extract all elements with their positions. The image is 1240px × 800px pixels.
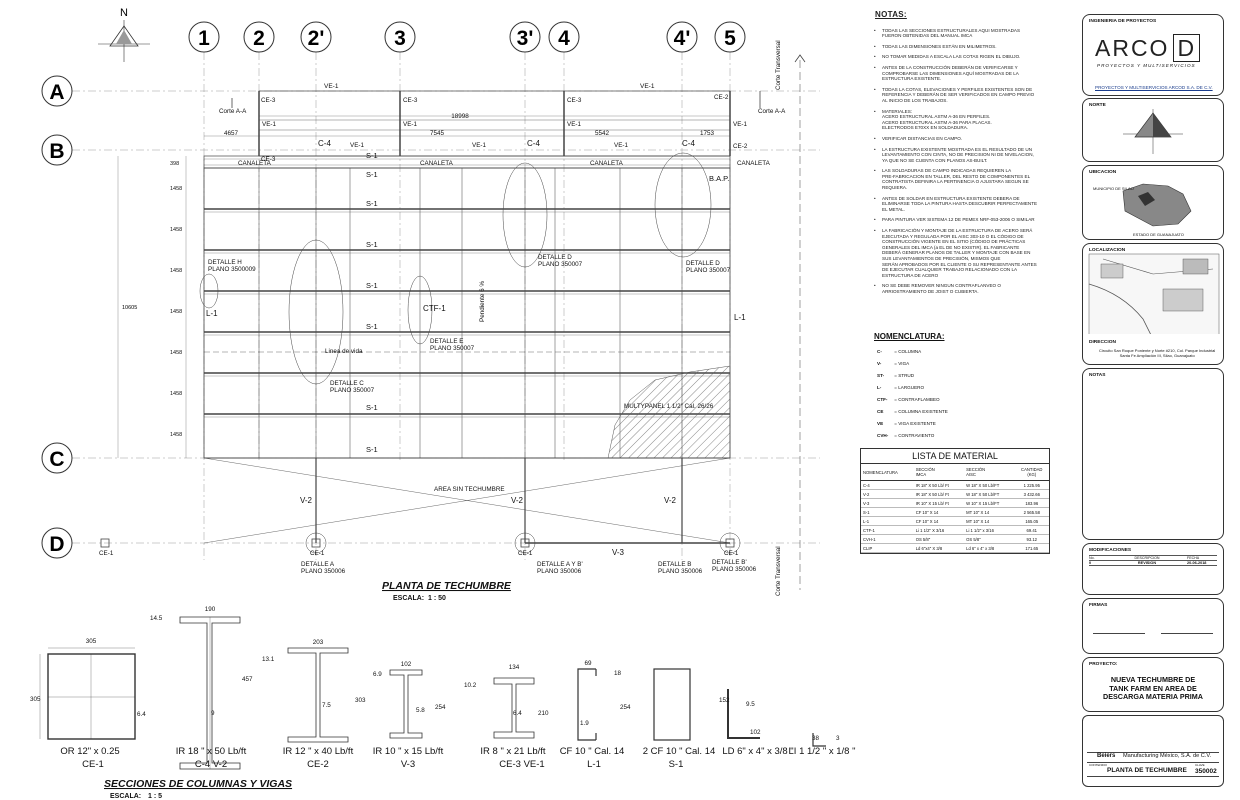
section-dim: 254 [620,704,631,711]
column-label: CE-3 [261,156,276,163]
material-cell: CVH-1 [861,535,914,544]
section-dim: 38 [812,735,820,742]
strut-label: S-1 [366,281,378,290]
dimension: 1458 [170,350,183,356]
strut-label: S-1 [366,445,378,454]
note-item: • LAS SOLDADURAS DE CAMPO INDICADAS REQUIEREN LA PRE-FABRICACION EN TALLER, DEL RESTO DE COMPONENTES EL CONTRATISTA DEFINIRA LA PERTINENCIA O AJUSTARA SEGUN SE REQUIERA. [872,168,1054,190]
axis-label: A [49,81,65,104]
content-value: PLANTA DE TECHUMBRE [1107,767,1187,774]
material-row [861,490,1049,499]
section-dim: 3 [836,735,840,742]
detail-label: DETALLE D [538,254,572,261]
note-item: • NO TOMAR MEDIDAS A ESCALA LAS COTAS RIGEN EL DIBUJO. [872,54,1054,60]
municipality-label: MUNICIPIO DE SILAO [1093,186,1134,191]
plan-labels [99,40,786,602]
nomenclature-desc: = CONTRAFLAMBEO [894,397,940,402]
material-cell: CF 10" X 14 [914,508,964,517]
note-item: • ANTES DE SOLDAR EN ESTRUCTURA EXISTENTE DEBERA DE ELIMINARSE TODA LA PINTURA HASTA DESCUBRIR PERFECTAMENTE EL METAL. [872,196,1054,213]
horizontal-axes [42,76,820,558]
column-label: C-4 [318,139,331,148]
section-name: LI 1 1/2 " x 1/8 " [788,746,856,757]
strut-label: S-1 [366,322,378,331]
material-cell: W 18" X 50 Lb/FT [964,490,1014,499]
material-cell: IR 18" X 50 Lb/ Ft [914,481,964,490]
section-name: IR 10 " x 15 Lb/ft [372,746,444,757]
project-label: PROYECTO: [1089,662,1118,667]
state-map-icon [1083,166,1223,236]
modifications-cell: 0 [1089,561,1092,565]
material-cell: CTF-1 [861,526,914,535]
dimension: 18998 [451,113,469,120]
counterflange-label: CTF-1 [423,304,446,313]
note-item: • LA ESTRUCTURA EXISTENTE MOSTRADA ES EL RESULTADO DE UN LEVANTAMIENTO CON CINTA, NO DE PRECISION NI DE NIVELACION, YA QUE NO SE CUENTA CON PLANOS AS-BUILT. [872,147,1054,164]
notes-panel [872,12,1054,300]
section-dim: 14.5 [150,615,163,622]
section-dim: 102 [750,729,761,736]
section-name: IR 18 " x 50 Lb/ft [175,746,247,757]
nomenclature-desc: = COLUMNA EXISTENTE [894,409,948,414]
material-cell: 183.96 [1015,499,1050,508]
nomenclature-code: C- [877,349,882,354]
nomenclature-row [877,397,1044,402]
axis-label: 2' [307,27,325,50]
modifications-label: MODIFICACIONES [1089,548,1132,553]
section-dim: 1.9 [580,720,589,727]
material-cell: S-1 [861,508,914,517]
axis-label: 5 [724,27,736,50]
column-label: CE-1 [724,550,739,557]
dimension: 4657 [224,130,239,137]
column-label: CE-2 [733,143,748,150]
titleblock-modifications [1082,543,1224,595]
detail-label: PLANO 350006 [301,568,346,575]
section-dim: 210 [538,710,549,717]
axis-label: 3' [516,27,534,50]
purlin-label: L-1 [206,309,218,318]
column-label: CE-3 [567,97,582,104]
section-dim: 18 [614,670,622,677]
section-tag: S-1 [668,759,684,770]
notes-title: NOTAS: [875,10,907,19]
detail-label: PLANO 350006 [537,568,582,575]
nomenclature-code: CVH- [877,433,889,438]
nomenclature-row [877,373,1044,378]
section-dim: 9.5 [746,701,755,708]
beam-label: VE-1 [350,142,364,149]
gutter-label: CANALETA [420,160,453,167]
note-item: • LA FABRICACIÓN Y MONTAJE DE LA ESTRUCTURA DE ACERO SERÁ EJECUTADA Y REGULADA POR EL AISC 303-10 O EL CÓDIGO DE CONSTRUCCIÓN VIGENTE EN EL SITIO (CÓDIGO DE PRÁCTICAS GENERALES DEL IMCA (a EL DE NO EXISTIR). EL FABRICANTE DEBERÁ GENERAR PLANOS DE TALLER Y MONTAJE CON BASE EN SUS LEVANTAMIENTOS DE PRECISIÓN, MISMOS QUE SERÁN APROBADOS POR EL CLIENTE O SU REPRESENTANTE ANTES DE EJECUTAR CUALQUIER TRABAJO RELACIONADO CON LA ESTRUCTURA DE ACERO [872,228,1054,278]
site-map-icon [1083,244,1223,334]
north-arrow [98,7,150,62]
section-dim: 305 [30,696,41,703]
plan-scale-label: ESCALA: [393,595,425,602]
modifications-header: FECHA [1187,556,1200,560]
section-dim: 152 [719,697,730,704]
nomenclature-row [877,361,1044,366]
detail-label: DETALLE B [658,561,692,568]
nomenclature-row [877,409,1044,414]
material-cell: C-4 [861,481,914,490]
material-cell: V-2 [861,490,914,499]
beam-label: VE-1 [403,121,417,128]
dimension: 1458 [170,391,183,397]
notes-box-label: NOTAS [1089,373,1106,378]
detail-label: PLANO 350006 [658,568,703,575]
material-cell: 171.65 [1015,544,1050,553]
material-cell: IR 10" X 15 Lb/ Ft [914,499,964,508]
detail-label: PLANO 3500009 [208,266,256,273]
section-dim: 6.9 [373,671,382,678]
nomenclature-row [877,433,1044,438]
axis-label: B [49,140,65,163]
dimension: 398 [170,161,180,167]
section-name: CF 10 " Cal. 14 [559,746,625,757]
sections-scale: 1 : 5 [148,793,163,800]
section-dim: 303 [355,697,366,704]
column-label: CE-2 [714,94,729,101]
nomenclature-desc: = LARGUERO [894,385,925,390]
section-dim: 9 [211,710,215,717]
section-dim: 305 [85,638,97,645]
section-dim: 134 [508,664,520,671]
logo [1095,35,1200,62]
axis-label: 3 [394,27,406,50]
notes-list [872,28,1054,295]
material-cell: 3 432.66 [1015,490,1050,499]
material-cell: 2 565.58 [1015,508,1050,517]
area-label: AREA SIN TECHUMBRE [434,486,505,493]
material-cell: IR 18" X 50 Lb/ Ft [914,490,964,499]
strut-label: S-1 [366,240,378,249]
modifications-cell: 20-06-2018 [1187,561,1207,565]
section-cut-label: Corte Transversal [775,546,782,596]
signature-line [1161,633,1213,634]
sections-title: SECCIONES DE COLUMNAS Y VIGAS [104,778,293,790]
titleblock-north [1082,98,1224,162]
titleblock-location [1082,165,1224,240]
section-dim: 6.4 [137,711,146,718]
material-cell: Ld 6" x 4" x 3/8 [964,544,1014,553]
north-box-label: NORTE [1089,103,1106,108]
section-dim: 254 [435,704,446,711]
nomenclature-code: CE [877,409,884,414]
gutter-label: CANALETA [737,160,770,167]
plan-title: PLANTA DE TECHUMBRE [382,580,511,592]
beam-label: VE-1 [640,83,655,90]
material-list [860,448,1050,554]
nomenclature-code: VE [877,421,884,426]
material-cell: Li 1 1/2" X 3/16 [914,526,964,535]
beam-label: VE-1 [614,142,628,149]
sections-scale-label: ESCALA: [110,793,142,800]
section-name: 2 CF 10 " Cal. 14 [642,746,716,757]
nomenclature-code: V- [877,361,882,366]
north-label: N [120,7,128,19]
material-row [861,544,1049,553]
note-item: • PARA PINTURA VER SISTEMA 12 DE PEMEX NRF-053-2006 O SIMILAR [872,217,1054,223]
column-label: C-4 [527,139,540,148]
slope-label: Pendiente 6 % [479,281,486,322]
beam-label: VE-1 [262,121,276,128]
axis-label: 2 [253,27,265,50]
section-dim: 5.8 [416,707,425,714]
plan-scale: 1 : 50 [428,595,446,602]
material-header: CANTIDAD (KG) [1015,464,1050,481]
column-label: CE-3 [403,97,418,104]
beam-label: VE-1 [567,121,581,128]
strut-label: S-1 [366,170,378,179]
panel-label: MULTYPANEL 1 1/2" Cal. 26/26 [624,403,714,410]
material-cell: W 18" X 50 Lb/FT [964,481,1014,490]
section-dim: 6.4 [513,710,522,717]
material-header: NOMENCLATURA [861,464,914,481]
dimension: 7545 [430,130,445,137]
titleblock-project [1082,657,1224,712]
material-cell: CLIP [861,544,914,553]
detail-label: PLANO 350007 [430,345,475,352]
note-item: • TODAS LA COTAS, ELEVACIONES Y PERFILES EXISTENTES SON DE REFERENCIA Y DEBERÁN DE SER VERIFICADOS EN CAMPO PREVIO AL INICIO DE LOS TRABAJOS. [872,87,1054,104]
section-tag: V-3 [400,759,416,770]
note-item: • TODAS LAS DIMENSIONES ESTÁN EN MILIMETROS. [872,44,1054,50]
dimension: 1458 [170,268,183,274]
detail-label: PLANO 350007 [330,387,375,394]
section-tag: CE-3 VE-1 [499,759,545,770]
north-compass-icon [1083,99,1223,161]
nomenclature-code: L- [877,385,882,390]
detail-label: DETALLE D [686,260,720,267]
address-label: DIRECCION [1089,340,1116,345]
detail-label: DETALLE B' [712,559,747,566]
bap-label: B.A.P. [709,174,730,183]
section-name: IR 8 " x 21 Lb/ft [480,746,546,757]
section-tag: CE-2 [307,759,329,770]
nomenclature-panel [874,332,1044,445]
dimension: 1458 [170,227,183,233]
dimension: 1458 [170,432,183,438]
section-dim: 10.2 [464,682,477,689]
engineering-label: INGENIERIA DE PROYECTOS [1089,19,1157,24]
axis-label: C [49,448,65,471]
section-tag: C-4 V-2 [194,759,228,770]
drawing-key: 350002 [1195,768,1217,775]
modifications-header: DESCRIPCION [1134,556,1160,560]
localization-label: LOCALIZACION [1089,248,1126,253]
section-cut-label: Corte A-A [758,108,786,115]
signature-line [1093,633,1145,634]
section-dim: 102 [400,661,412,668]
client-name: Beiers [1097,753,1116,759]
material-row [861,508,1049,517]
material-row [861,535,1049,544]
detail-label: DETALLE A [301,561,335,568]
logo-text: ARCO [1095,35,1170,61]
beam-label: VE-1 [324,83,339,90]
material-cell: 1 225.95 [1015,481,1050,490]
note-item: • ANTES DE LA CONSTRUCCIÓN DEBERÁN DE VERIFICARSE Y COMPROBARSE LAS DIMENSIONES AQUÍ MOSTRADAS DE LA ESTRUCTURA EXISTENTE. [872,65,1054,82]
material-cell: CF 10" X 14 [914,517,964,526]
project-name: NUEVA TECHUMBRE DE TANK FARM EN AREA DE DESCARGA MATERIA PRIMA [1103,675,1203,702]
purlin-label: L-1 [734,313,746,322]
beam-label: VE-1 [472,142,486,149]
note-item: • TODAS LAS SECCIONES ESTRUCTURALES AQUI MOSTRADAS FUERON OBTENIDAS DEL MANUAL IMCA [872,28,1054,39]
titleblock-engineering [1082,14,1224,96]
section-name: OR 12" x 0.25 [60,746,120,757]
axis-label: 4' [673,27,691,50]
nomenclature-title: NOMENCLATURA: [874,332,945,341]
signatures-label: FIRMAS [1089,603,1108,608]
beam-label: V-2 [511,496,524,505]
material-cell: Li 1 1/2" x 3/16 [964,526,1014,535]
material-cell: V-3 [861,499,914,508]
material-list-title: LISTA DE MATERIAL [861,449,1049,464]
drawing-key-label: CLAVE [1195,763,1205,767]
titleblock-localization [1082,243,1224,365]
modifications-header: No. [1089,556,1095,560]
nomenclature-row [877,385,1044,390]
modifications-row [1089,560,1217,566]
section-cut-label: Corte Transversal [775,40,782,90]
material-table [861,464,1049,553]
axis-label: D [49,533,65,556]
material-row [861,517,1049,526]
titleblock-notes [1082,368,1224,540]
nomenclature-desc: = CONTRAVIENTO [894,433,935,438]
column-label: CE-1 [518,550,533,557]
beam-label: VE-1 [733,121,747,128]
material-cell: OS 5/8" [964,535,1014,544]
material-cell: MT 10" X 14 [964,517,1014,526]
strut-label: S-1 [366,403,378,412]
material-cell: W 10" X 15 Lb/FT [964,499,1014,508]
column-label: CE-3 [261,97,276,104]
content-label: CONTENIDO [1089,763,1107,767]
detail-label: PLANO 350007 [686,267,731,274]
nomenclature-desc: = VIGA [894,361,910,366]
state-label: ESTADO DE GUANAJUATO [1133,232,1184,237]
detail-label: DETALLE H [208,259,242,266]
beam-label: V-2 [300,496,313,505]
logo-d: D [1173,34,1200,62]
detail-label: DETALLE E [430,338,464,345]
gutter-label: CANALETA [590,160,623,167]
nomenclature-desc: = VIGA EXISTENTE [894,421,936,426]
material-cell: Ld 6"x4" X 3/8 [914,544,964,553]
column-label: C-4 [682,139,695,148]
material-header: SECCIÓN IMCA [914,464,964,481]
axis-label: 1 [198,27,210,50]
dimension: 5542 [595,130,610,137]
section-name: IR 12 " x 40 Lb/ft [282,746,354,757]
lifeline-label: Linea de vida [325,348,363,355]
titleblock-drawing [1082,715,1224,787]
section-cut-label: Corte A-A [219,108,247,115]
note-item: • NO SE DEBE REMOVER NINGUN CONTRAFLANVEO O ARRIOSTRAMIENTO DE JOIST O CUBIERTA. [872,283,1054,294]
section-dim: 7.5 [322,702,331,709]
gutter-label: CANALETA [238,160,271,167]
material-cell: 69.41 [1015,526,1050,535]
dimension-total: 10605 [122,305,138,311]
column-label: CE-1 [310,550,325,557]
dimension: 1458 [170,186,183,192]
nomenclature-desc: = COLUMNA [894,349,922,354]
detail-label: PLANO 350007 [538,261,583,268]
nomenclature-code: ST- [877,373,885,378]
dimension: 1458 [170,309,183,315]
company-name: PROYECTOS Y MULTISERVICIOS ARCOD S.A. DE C.V. [1095,85,1213,90]
section-tag: CE-1 [82,759,104,770]
section-dim: 69 [584,660,592,667]
titleblock-signatures [1082,598,1224,654]
nomenclature-code: CTF- [877,397,888,402]
material-row [861,499,1049,508]
section-dim: 190 [204,606,216,613]
section-dim: 457 [242,676,253,683]
location-label: UBICACION [1089,170,1117,175]
address: Circuito San Roque Poniente y Norte #210, Col. Parque Industrial Santa Fe Ampliación III, Silao, Guanajuato [1099,348,1216,358]
modifications-cell: REVISION [1137,561,1157,565]
section-dim: 13.1 [262,656,275,663]
strut-label: S-1 [366,199,378,208]
logo-sub: PROYECTOS Y MULTISERVICIOS [1097,63,1196,68]
axis-label: 4 [558,27,570,50]
material-cell: 93.12 [1015,535,1050,544]
nomenclature-desc: = STRUD [894,373,915,378]
column-label: CE-1 [99,550,114,557]
material-cell: L-1 [861,517,914,526]
detail-label: PLANO 350006 [712,566,757,573]
material-cell: 165.05 [1015,517,1050,526]
note-item: • MATERIALES: ACERO ESTRUCTURAL ASTM A-36 EN PERFILES. ACERO ESTRUCTURAL ASTM A-36 PARA PLACAS. ELECTRODOS E70XX EN SOLDADURA. [872,109,1054,131]
material-row [861,481,1049,490]
strut-label: S-1 [366,151,378,160]
dimension: 1753 [700,130,715,137]
material-row [861,526,1049,535]
material-cell: MT 10" X 14 [964,508,1014,517]
material-cell: OS 5/8" [914,535,964,544]
beam-label: V-2 [664,496,677,505]
nomenclature-row [877,421,1044,426]
section-dim: 203 [312,639,324,646]
material-header-row [861,464,1049,481]
note-item: • VERIFICAR DISTANCIAS EN CAMPO. [872,136,1054,142]
nomenclature-row [877,349,1044,354]
section-tag: L-1 [587,759,601,770]
material-header: SECCIÓN AISC [964,464,1014,481]
sections [30,606,855,800]
section-name: LD 6" x 4" x 3/8 " [722,746,794,757]
client-company: Manufacturing México, S.A. de C.V. [1123,753,1212,759]
detail-label: DETALLE A Y B' [537,561,583,568]
beam-label: V-3 [612,548,625,557]
detail-label: DETALLE C [330,380,364,387]
